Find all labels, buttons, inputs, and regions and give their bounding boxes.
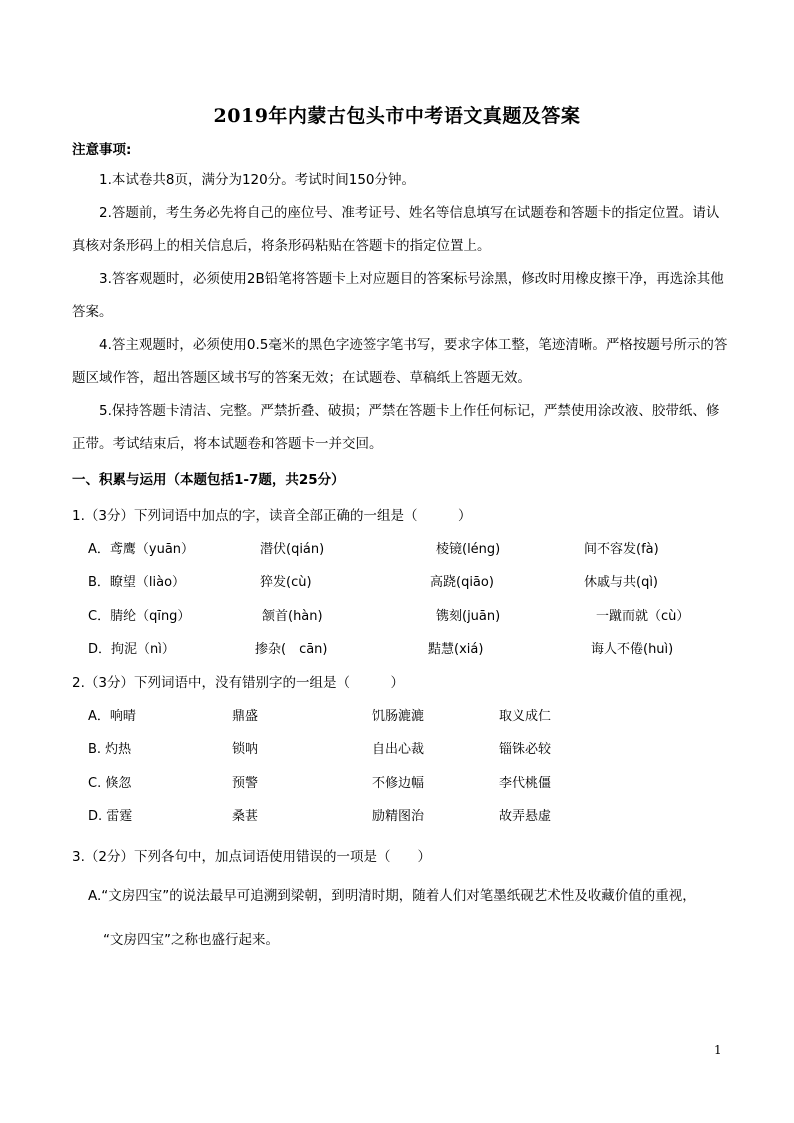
q1-option-cell: 猝发(cù)	[260, 575, 312, 590]
q1-option-row	[0, 638, 794, 658]
q2-option-cell: 预警	[232, 776, 259, 791]
q2-option-cell: 桑葚	[232, 809, 259, 824]
q2-option-cell: A．响晴	[88, 709, 136, 724]
notice-heading: 注意事项:	[72, 142, 132, 158]
q1-option-cell: B．瞭望（liào）	[88, 575, 186, 590]
q2-option-cell: D. 雷霆	[88, 809, 133, 824]
q2-option-cell: 励精图治	[372, 809, 425, 824]
q1-option-row	[0, 571, 794, 591]
q1-option-cell: 棱镜(léng)	[436, 542, 501, 557]
q2-option-cell: 不修边幅	[372, 776, 425, 791]
notice-item-4: 4.答主观题时，必须使用0.5毫米的黑色字迹签字笔书写，要求字体工整，笔迹清晰。严格按题号所示的答题区域作答，超出答题区域书写的答案无效；在试题卷、草稿纸上答题无效。	[72, 337, 728, 386]
q3-option-a-line2: “文房四宝”之称也盛行起来。	[103, 932, 279, 948]
q2-option-cell: C. 倏忽	[88, 776, 132, 791]
notice-item-3: 3.答客观题时，必须使用2B铅笔将答题卡上对应题目的答案标号涂黑，修改时用橡皮擦干净，再选涂其他答案。	[72, 271, 724, 320]
q1-option-cell: 休戚与共(qì)	[584, 575, 659, 590]
q1-option-cell: 黠慧(xiá)	[428, 642, 484, 657]
q2-option-cell: 饥肠漉漉	[372, 709, 425, 724]
q1-option-row	[0, 538, 794, 558]
q2-option-row	[0, 705, 794, 725]
notice-item-2: 2.答题前，考生务必先将自己的座位号、准考证号、姓名等信息填写在试题卷和答题卡的指定位置。请认真核对条形码上的相关信息后，将条形码粘贴在答题卡的指定位置上。	[72, 205, 720, 254]
q1-option-cell: 镌刻(juān)	[436, 609, 501, 624]
q1-option-row	[0, 605, 794, 625]
q2-option-cell: B. 灼热	[88, 742, 132, 757]
q2-option-cell: 故弄悬虚	[499, 809, 552, 824]
q2-option-row	[0, 805, 794, 825]
q1-option-cell: 间不容发(fà)	[584, 542, 659, 557]
q1-option-cell: 颔首(hàn)	[262, 609, 323, 624]
q2-option-cell: 鼎盛	[232, 709, 259, 724]
q2-option-row	[0, 738, 794, 758]
question-1-stem: 1.（3分）下列词语中加点的字，读音全部正确的一组是（ ）	[72, 508, 472, 524]
q2-option-cell: 取义成仁	[499, 709, 552, 724]
question-2-stem: 2.（3分）下列词语中，没有错别字的一组是（ ）	[72, 675, 404, 691]
q2-option-cell: 锱铢必较	[499, 742, 552, 757]
q2-option-cell: 自出心裁	[372, 742, 425, 757]
q2-option-cell: 锁呐	[232, 742, 259, 757]
section-1-heading: 一、积累与运用（本题包括1-7题，共25分）	[72, 472, 345, 488]
q3-option-a-line1: A.“文房四宝”的说法最早可追溯到梁朝，到明清时期，随着人们对笔墨纸砚艺术性及收藏价值的重视，	[88, 888, 696, 904]
q1-option-cell: 一蹴而就（cù）	[596, 609, 690, 624]
q1-option-cell: D．拘泥（nì）	[88, 642, 175, 657]
q1-option-cell: C．腈纶（qīng）	[88, 609, 191, 624]
question-3-stem: 3.（2分）下列各句中，加点词语使用错误的一项是（ ）	[72, 849, 431, 865]
notice-item-1: 1.本试卷共8页，满分为120分。考试时间150分钟。	[99, 172, 416, 188]
page-title: 2019年内蒙古包头市中考语文真题及答案	[213, 105, 581, 127]
notice-item-5: 5.保持答题卡清洁、完整。严禁折叠、破损；严禁在答题卡上作任何标记，严禁使用涂改液、胶带纸、修正带。考试结束后，将本试题卷和答题卡一并交回。	[72, 403, 720, 452]
q2-option-row	[0, 772, 794, 792]
question-3-option-a	[88, 874, 738, 962]
q1-option-cell: 高跷(qiāo)	[430, 575, 494, 590]
q1-option-cell: 掺杂( cān)	[255, 642, 328, 657]
q1-option-cell: 潜伏(qián)	[260, 542, 325, 557]
q1-option-cell: 诲人不倦(huì)	[591, 642, 674, 657]
page-number: 1	[714, 1043, 722, 1057]
q2-option-cell: 李代桃僵	[499, 776, 552, 791]
q1-option-cell: A．鸢鹰（yuān）	[88, 542, 195, 557]
